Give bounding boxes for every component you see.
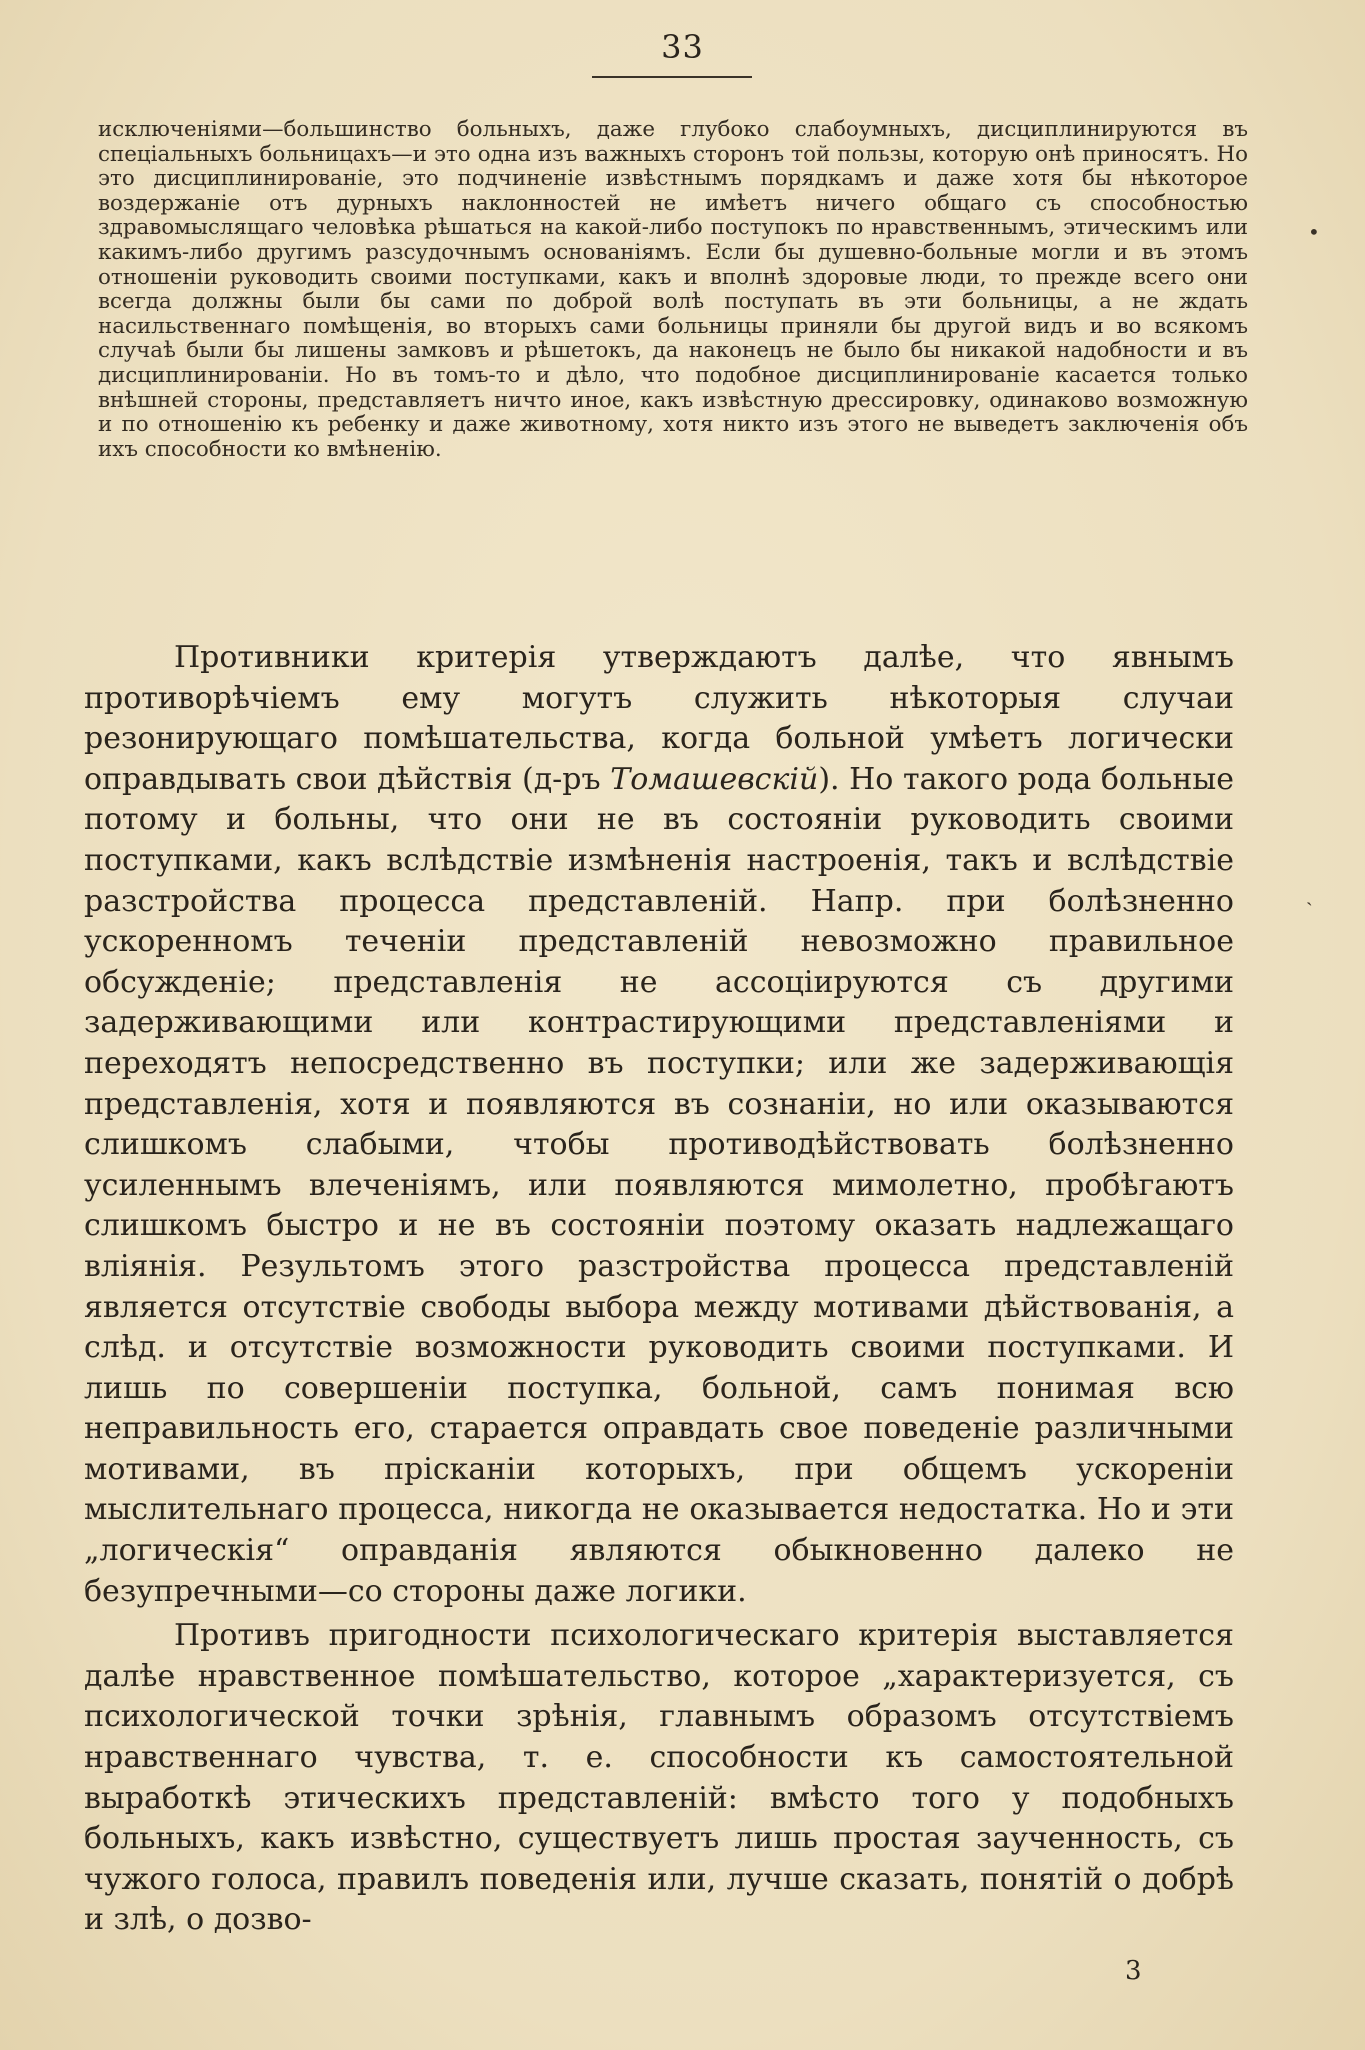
paragraph-2: Противъ пригодности психологическаго критерія выставляется далѣе нравственное помѣшательство, которое „характеризуется, съ психологической точки зрѣнія, главнымъ образомъ отсутствіемъ нравственнаго чувства, т. е. способности къ самостоятельной выработкѣ этическихъ представленій: вмѣсто того у подобныхъ больныхъ, какъ извѣстно, существуетъ лишь простая заученность, съ чужого голоса, правилъ поведенія или, лучше сказать, понятій о добрѣ и злѣ, о дозво- [84, 1618, 1234, 1938]
printer-signature-mark: 3 [1125, 1956, 1142, 1986]
page-number: 33 [661, 28, 704, 66]
margin-speck: • [1308, 220, 1320, 244]
paragraph-1-italic-name: Томашевскій [610, 761, 819, 797]
paragraph-1-part-2: ). Но такого рода больные потому и больны, что они не въ состояніи руководить своими поступками, какъ вслѣдствіе измѣненія настроенія, такъ и вслѣдствіе разстройства процесса представленій. Напр. при болѣзненно ускоренномъ теченіи представленій невозможно правильное обсужденіе; представленія не ассоціируются съ другими задерживающими или контрастирующими представленіями и переходятъ непосредственно въ поступки; или же задерживающія представленія, хотя и появляются въ сознаніи, но или оказываются слишкомъ слабыми, чтобы противодѣйствовать болѣзненно усиленнымъ влеченіямъ, или появляются мимолетно, пробѣгаютъ слишкомъ быстро и не въ состояніи поэтому оказать надлежащаго вліянія. Результомъ этого разстройства процесса представленій является отсутствіе свободы выбора между мотивами дѣйствованія, а слѣд. и отсутствіе возможности руководить своими поступками. И лишь по совершеніи поступка, больной, самъ понимая всю неправильность его, старается оправдать свое поведеніе различными мотивами, въ прісканіи которыхъ, при общемъ ускореніи мыслительнаго процесса, никогда не оказывается недостатка. Но и эти „логическія“ оправданія являются обыкновенно далеко не безупречными—со стороны даже логики. [84, 761, 1234, 1609]
margin-speck: ˎ [1306, 882, 1313, 906]
header-rule [592, 76, 752, 78]
paragraph-1 [84, 638, 1234, 1612]
paragraph-1-part-1: Противники критерія утверждаютъ далѣе, что явнымъ противорѣчіемъ ему могутъ служить нѣкоторыя случаи резонирующаго помѣшательства, когда больной умѣетъ логически оправдывать свои дѣйствія (д-ръ [84, 640, 1234, 797]
main-text [84, 638, 1234, 1941]
footnote-text: исключеніями—большинство больныхъ, даже глубоко слабоумныхъ, дисциплинируются въ спеціальныхъ больницахъ—и это одна изъ важныхъ сторонъ той пользы, которую онѣ приносятъ. Но это дисциплинированіе, это подчиненіе извѣстнымъ порядкамъ и даже хотя бы нѣкоторое воздержаніе отъ дурныхъ наклонностей не имѣетъ ничего общаго съ способностью здравомыслящаго человѣка рѣшаться на какой-либо поступокъ по нравственнымъ, этическимъ или какимъ-либо другимъ разсудочнымъ основаніямъ. Если бы душевно-больные могли и въ этомъ отношеніи руководить своими поступками, какъ и вполнѣ здоровые люди, то прежде всего они всегда должны были бы сами по доброй волѣ поступать въ эти больницы, а не ждать насильственнаго помѣщенія, во вторыхъ сами больницы приняли бы другой видъ и во всякомъ случаѣ были бы лишены замковъ и рѣшетокъ, да наконецъ не было бы никакой надобности и въ дисциплинированіи. Но въ томъ-то и дѣло, что подобное дисциплинированіе касается только внѣшней стороны, представляетъ ничто иное, какъ извѣстную дрессировку, одинаково возможную и по отношенію къ ребенку и даже животному, хотя никто изъ этого не выведетъ заключенія объ ихъ способности ко вмѣненію. [98, 117, 1248, 462]
